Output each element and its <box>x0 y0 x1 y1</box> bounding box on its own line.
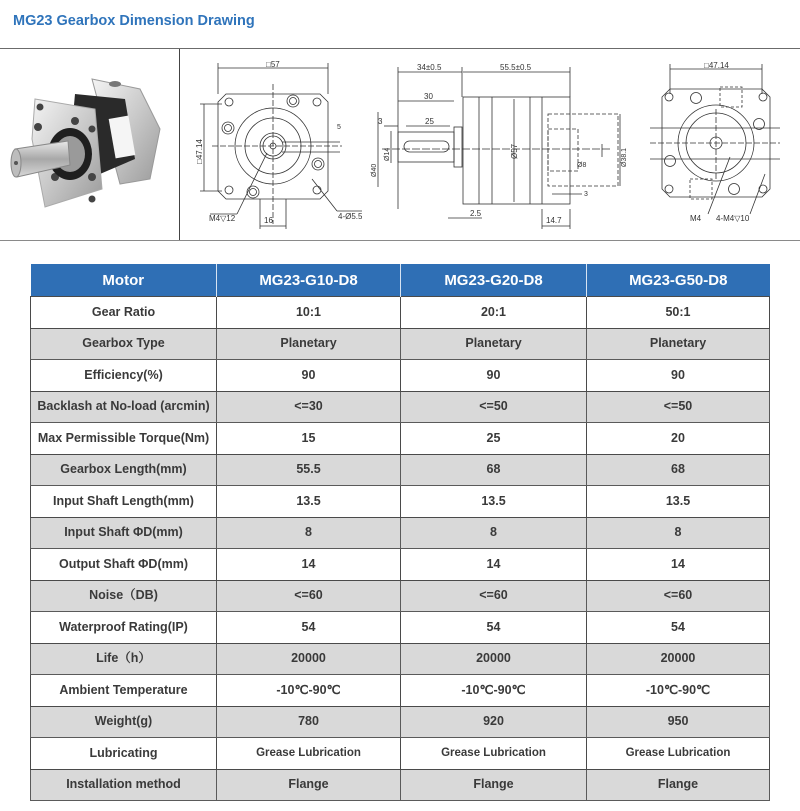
table-header-row <box>31 264 770 297</box>
note-tapped-hole: M4▽12 <box>209 214 236 223</box>
dim-body-length: 55.5±0.5 <box>500 63 532 72</box>
front-view-drawing <box>182 49 362 240</box>
note-rear-mount-holes: 4-M4▽10 <box>716 214 750 223</box>
cell: 13.5 <box>217 486 401 518</box>
table-row <box>31 297 770 329</box>
cell: 13.5 <box>587 486 770 518</box>
row-label: Max Permissible Torque(Nm) <box>31 423 217 455</box>
cell: <=60 <box>587 580 770 612</box>
dim-keyway: 5 <box>337 124 341 131</box>
cell: <=50 <box>587 391 770 423</box>
spec-table <box>30 264 770 801</box>
cell: 14 <box>217 549 401 581</box>
cell: 8 <box>401 517 587 549</box>
dim-flange: 2.5 <box>470 209 482 218</box>
rear-view-drawing <box>630 49 800 240</box>
header-motor: Motor <box>31 264 217 297</box>
cell: 14 <box>587 549 770 581</box>
dim-30: 30 <box>424 92 433 101</box>
cell: Planetary <box>217 328 401 360</box>
cell: Flange <box>587 769 770 801</box>
table-row <box>31 738 770 770</box>
dim-rear-bolt-square: □47.14 <box>704 61 729 70</box>
cell: -10℃-90℃ <box>587 675 770 707</box>
cell: 90 <box>217 360 401 392</box>
note-mount-holes: 4-Ø5.5 <box>338 212 362 221</box>
cell: Planetary <box>401 328 587 360</box>
cell: 54 <box>587 612 770 644</box>
row-label: Gearbox Length(mm) <box>31 454 217 486</box>
dim-shaft-key: 16 <box>264 216 273 225</box>
cell: Flange <box>217 769 401 801</box>
cell: 20 <box>587 423 770 455</box>
cell: -10℃-90℃ <box>217 675 401 707</box>
table-row <box>31 643 770 675</box>
row-label: Noise（DB) <box>31 580 217 612</box>
table-row <box>31 549 770 581</box>
row-label: Lubricating <box>31 738 217 770</box>
row-label: Weight(g) <box>31 706 217 738</box>
table-row <box>31 706 770 738</box>
cell: 54 <box>217 612 401 644</box>
cell: 14 <box>401 549 587 581</box>
row-label: Ambient Temperature <box>31 675 217 707</box>
header-model-g50: MG23-G50-D8 <box>587 264 770 297</box>
band-divider <box>179 49 180 240</box>
row-label: Life（h） <box>31 643 217 675</box>
cell: <=30 <box>217 391 401 423</box>
row-label: Gear Ratio <box>31 297 217 329</box>
cell: 55.5 <box>217 454 401 486</box>
table-row <box>31 454 770 486</box>
cell: 20000 <box>217 643 401 675</box>
cell: 950 <box>587 706 770 738</box>
cell: 13.5 <box>401 486 587 518</box>
drawing-band <box>0 48 800 241</box>
cell: Grease Lubrication <box>401 738 587 770</box>
dim-shaft-length: 34±0.5 <box>417 63 442 72</box>
dim-3: 3 <box>378 117 383 126</box>
cell: Grease Lubrication <box>587 738 770 770</box>
row-label: Installation method <box>31 769 217 801</box>
row-label: Input Shaft Length(mm) <box>31 486 217 518</box>
table-row <box>31 769 770 801</box>
cell: 8 <box>217 517 401 549</box>
gearbox-photo <box>0 49 179 240</box>
table-row <box>31 360 770 392</box>
cell: 20000 <box>587 643 770 675</box>
dim-body-dia: Ø57 <box>510 143 519 159</box>
row-label: Gearbox Type <box>31 328 217 360</box>
cell: 50:1 <box>587 297 770 329</box>
dim-input-pilot: Ø38.1 <box>621 147 628 167</box>
dim-input-bore: Ø8 <box>577 162 587 169</box>
cell: 8 <box>587 517 770 549</box>
cell: 90 <box>401 360 587 392</box>
table-row <box>31 675 770 707</box>
table-row <box>31 612 770 644</box>
table-row <box>31 517 770 549</box>
cell: 20:1 <box>401 297 587 329</box>
row-label: Input Shaft ΦD(mm) <box>31 517 217 549</box>
dim-square: □57 <box>266 60 280 69</box>
dim-bolt-square: □47.14 <box>195 139 204 164</box>
table-row <box>31 423 770 455</box>
cell: <=50 <box>401 391 587 423</box>
cell: Grease Lubrication <box>217 738 401 770</box>
dim-pilot: Ø40 <box>371 163 378 177</box>
cell: 10:1 <box>217 297 401 329</box>
row-label: Output Shaft ΦD(mm) <box>31 549 217 581</box>
cell: -10℃-90℃ <box>401 675 587 707</box>
cell: 920 <box>401 706 587 738</box>
header-model-g20: MG23-G20-D8 <box>401 264 587 297</box>
cell: <=60 <box>217 580 401 612</box>
table-row <box>31 580 770 612</box>
cell: 780 <box>217 706 401 738</box>
note-m4: M4 <box>690 214 702 223</box>
table-row <box>31 328 770 360</box>
cell: 68 <box>587 454 770 486</box>
dim-input-3: 3 <box>584 191 588 198</box>
cell: 68 <box>401 454 587 486</box>
cell: 20000 <box>401 643 587 675</box>
cell: 15 <box>217 423 401 455</box>
row-label: Backlash at No-load (arcmin) <box>31 391 217 423</box>
row-label: Efficiency(%) <box>31 360 217 392</box>
cell: 25 <box>401 423 587 455</box>
cell: <=60 <box>401 580 587 612</box>
cell: 54 <box>401 612 587 644</box>
dim-input-depth: 14.7 <box>546 216 562 225</box>
dim-25: 25 <box>425 117 434 126</box>
table-row <box>31 486 770 518</box>
cell: 90 <box>587 360 770 392</box>
row-label: Waterproof Rating(IP) <box>31 612 217 644</box>
table-row <box>31 391 770 423</box>
side-view-drawing <box>362 49 630 240</box>
cell: Planetary <box>587 328 770 360</box>
header-model-g10: MG23-G10-D8 <box>217 264 401 297</box>
page-title: MG23 Gearbox Dimension Drawing <box>13 13 255 29</box>
dim-shaft: Ø14 <box>384 147 391 161</box>
cell: Flange <box>401 769 587 801</box>
